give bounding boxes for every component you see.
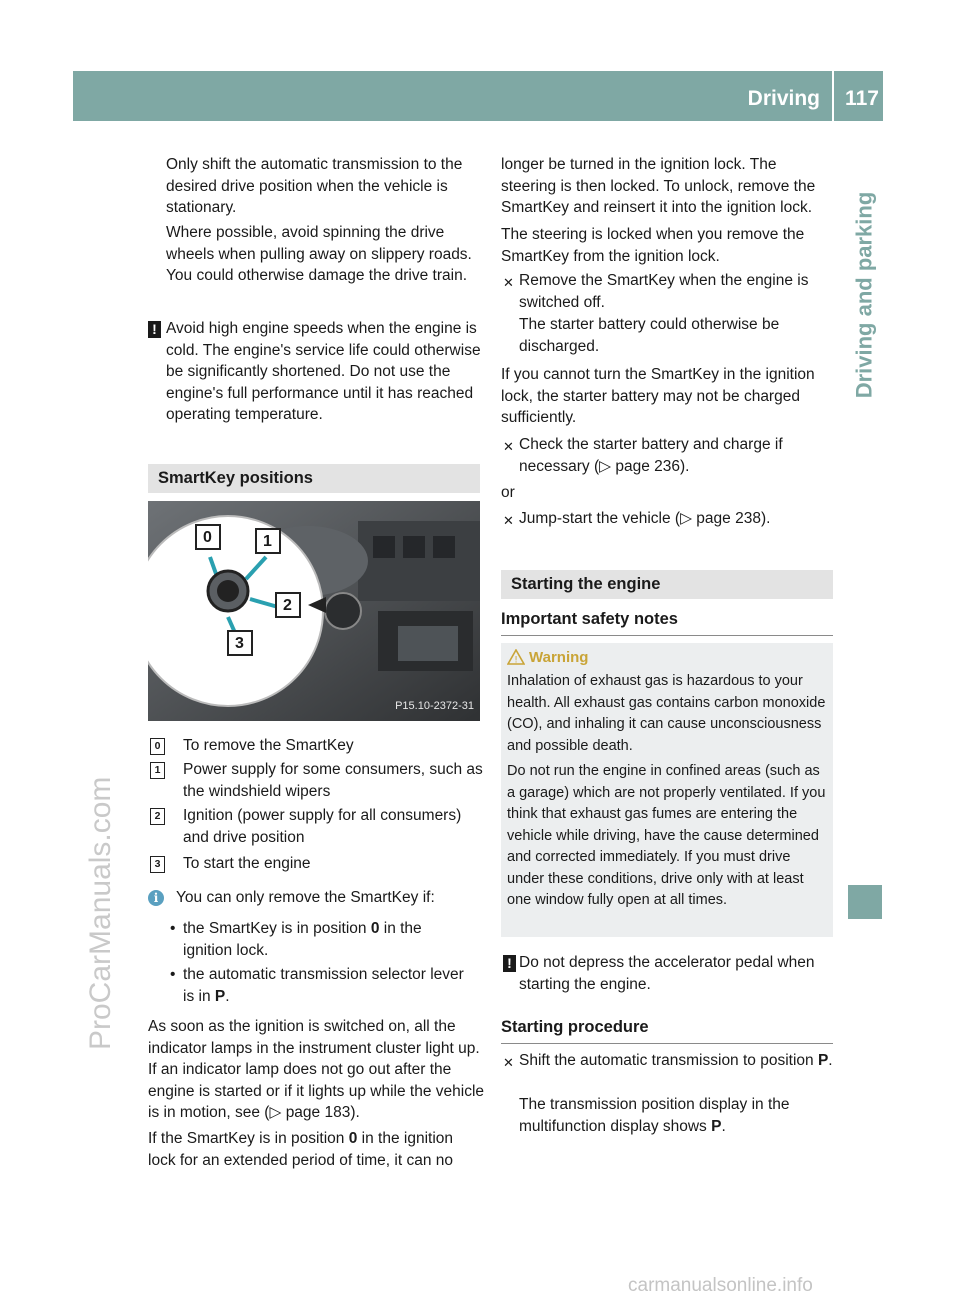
step-shift-to-p-result: The transmission position display in the multifunction display shows P. bbox=[519, 1096, 790, 1135]
warning-box bbox=[501, 643, 833, 937]
position-1-text: Power supply for some consumers, such as the windshield wipers bbox=[183, 761, 483, 800]
figure-label-2: 2 bbox=[283, 597, 292, 614]
step-arrow-icon: ✕ bbox=[503, 275, 514, 290]
warning-paragraph-2: Do not run the engine in confined areas (such as a garage) which are not properly ventilated. If you think that exhaust gas fumes are entering the vehicle while driving, have the cause determined and corrected immediately. If you must drive under these conditions, drive only with at least one window fully open at all times. bbox=[507, 763, 826, 908]
header-section-title: Driving bbox=[747, 87, 820, 110]
svg-text:!: ! bbox=[514, 655, 518, 665]
figure-code: P15.10-2372-31 bbox=[395, 699, 474, 712]
figure-illustration bbox=[148, 501, 480, 721]
position-marker-2: 2 bbox=[150, 808, 165, 825]
bullet-marker: • bbox=[170, 920, 176, 937]
warning-icon bbox=[507, 649, 525, 665]
position-3-text: To start the engine bbox=[183, 855, 311, 872]
watermark-text: ProCarManuals.com bbox=[84, 776, 117, 1050]
note-icon: ! bbox=[503, 955, 516, 972]
note-engine-speed: Avoid high engine speeds when the engine is cold. The engine's service life could otherwise be significantly shortened. Do not use the engine's full performance until it has reached operating temperature. bbox=[166, 320, 481, 423]
watermark bbox=[84, 776, 130, 1090]
bullet-selector-lever: the automatic transmission selector lever is in P. bbox=[183, 966, 464, 1005]
info-icon: i bbox=[148, 890, 164, 906]
safety-notes-heading: Important safety notes bbox=[501, 609, 833, 636]
step-arrow-icon: ✕ bbox=[503, 439, 514, 454]
position-marker-0: 0 bbox=[150, 738, 165, 755]
step-arrow-icon: ✕ bbox=[503, 1055, 514, 1070]
step-jump-start: Jump-start the vehicle (▷ page 238). bbox=[519, 510, 771, 527]
right-paragraph-2: The steering is locked when you remove the SmartKey from the ignition lock. bbox=[501, 226, 805, 265]
figure-label-1: 1 bbox=[263, 533, 272, 550]
figure-label-3: 3 bbox=[235, 635, 244, 652]
step-check-battery: Check the starter battery and charge if necessary (▷ page 236). bbox=[519, 436, 783, 475]
warning-title: Warning bbox=[529, 649, 589, 666]
left-paragraph-indicator-lamps: As soon as the ignition is switched on, all the indicator lamps in the instrument cluster light up. If an indicator lamp does not go out after the engine is started or if it lights up while the vehicle is in motion, see (▷ page 183). bbox=[148, 1018, 485, 1121]
note-accelerator: Do not depress the accelerator pedal when starting the engine. bbox=[519, 954, 815, 993]
warning-paragraph-1: Inhalation of exhaust gas is hazardous to your health. All exhaust gas contains carbon monoxide (CO), and inhaling it can cause unconsciousness and possible death. bbox=[507, 673, 826, 754]
side-tab-label: Driving and parking bbox=[851, 191, 877, 399]
bullet-marker: • bbox=[170, 966, 176, 983]
left-paragraph-2: Where possible, avoid spinning the drive wheels when pulling away on slippery roads. You could otherwise damage the drive train. bbox=[166, 224, 472, 284]
smartkey-figure bbox=[148, 501, 480, 721]
bullet-smartkey-position: the SmartKey is in position 0 in the ignition lock. bbox=[183, 920, 422, 959]
side-tab bbox=[848, 130, 880, 460]
step-arrow-icon: ✕ bbox=[503, 513, 514, 528]
smartkey-positions-heading: SmartKey positions bbox=[148, 464, 480, 493]
position-marker-3: 3 bbox=[150, 856, 165, 873]
position-2-text: Ignition (power supply for all consumers) and drive position bbox=[183, 807, 462, 846]
starting-procedure-heading: Starting procedure bbox=[501, 1017, 833, 1044]
info-intro: You can only remove the SmartKey if: bbox=[176, 889, 435, 906]
step-remove-smartkey: Remove the SmartKey when the engine is switched off. bbox=[519, 272, 809, 311]
left-paragraph-extended-period: If the SmartKey is in position 0 in the ignition lock for an extended period of time, it can no bbox=[148, 1130, 454, 1169]
figure-label-0: 0 bbox=[203, 529, 212, 546]
starting-engine-heading: Starting the engine bbox=[501, 570, 833, 599]
right-paragraph-3: If you cannot turn the SmartKey in the ignition lock, the starter battery may not be charged sufficiently. bbox=[501, 366, 815, 426]
position-0-text: To remove the SmartKey bbox=[183, 737, 354, 754]
left-paragraph-1: Only shift the automatic transmission to the desired drive position when the vehicle is stationary. bbox=[166, 156, 463, 216]
right-paragraph-1: longer be turned in the ignition lock. The steering is then locked. To unlock, remove the SmartKey and reinsert it into the ignition lock. bbox=[501, 156, 816, 216]
header-divider bbox=[832, 71, 834, 121]
step-shift-to-p: Shift the automatic transmission to position P. bbox=[519, 1052, 833, 1069]
footer-watermark: carmanualsonline.info bbox=[628, 1275, 813, 1296]
side-tab-marker bbox=[848, 885, 882, 919]
step-remove-smartkey-result: The starter battery could otherwise be discharged. bbox=[519, 316, 780, 355]
or-text: or bbox=[501, 484, 515, 501]
note-icon: ! bbox=[148, 321, 161, 338]
position-marker-1: 1 bbox=[150, 762, 165, 779]
page-number: 117 bbox=[845, 87, 879, 110]
